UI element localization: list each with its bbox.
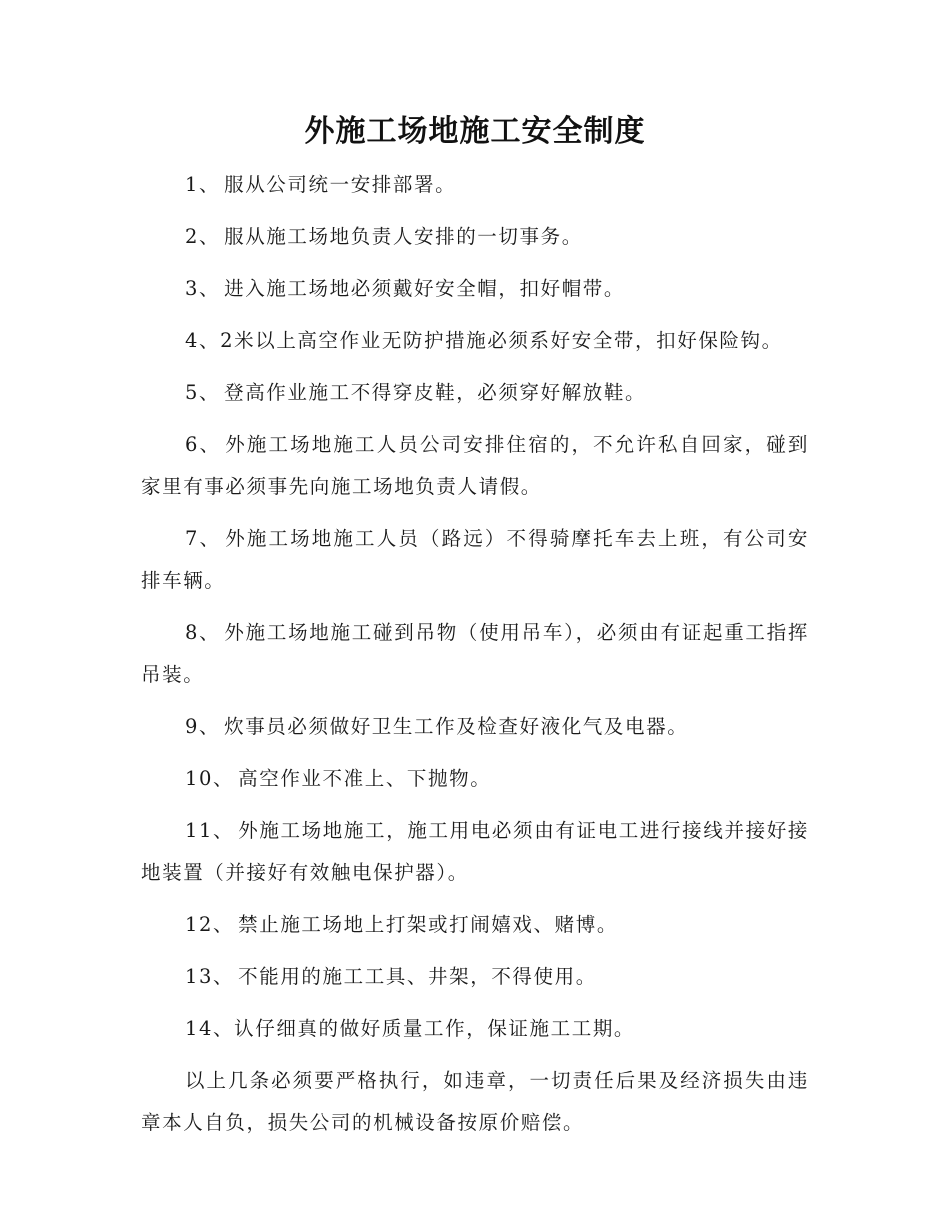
rule-number: 3、: [185, 277, 221, 300]
rule-text: 炊事员必须做好卫生工作及检查好液化气及电器。: [224, 715, 689, 738]
rule-number: 2、: [185, 225, 221, 248]
rule-item-6: [141, 424, 809, 508]
rule-number: 7、: [185, 527, 222, 550]
rule-number: 5、: [185, 381, 221, 404]
rule-item-3: [141, 268, 809, 310]
rule-text: 外施工场地施工人员（路远）不得骑摩托车去上班，有公司安排车辆。: [141, 527, 810, 592]
rule-text: 外施工场地施工人员公司安排住宿的，不允许私自回家，碰到家里有事必须事先向施工场地负责人请假。: [141, 433, 810, 498]
rule-number: 1、: [185, 173, 221, 196]
rule-text: 外施工场地施工，施工用电必须由有证电工进行接线并接好接地装置（并接好有效触电保护器）。: [141, 819, 809, 884]
rule-number: 14、: [185, 1017, 235, 1040]
rule-number: 12、: [185, 913, 235, 936]
rule-item-8: [141, 612, 809, 696]
rule-text: 禁止施工场地上打架或打闹嬉戏、赌博。: [238, 913, 618, 936]
rule-item-7: [141, 518, 809, 602]
rule-text: 认仔细真的做好质量工作，保证施工工期。: [234, 1017, 636, 1040]
rule-text: 外施工场地施工碰到吊物（使用吊车），必须由有证起重工指挥吊装。: [141, 621, 809, 686]
rule-item-13: [141, 956, 809, 998]
rule-item-9: [141, 706, 809, 748]
rule-number: 4、: [185, 329, 221, 352]
rule-text: 2米以上高空作业无防护措施必须系好安全带，扣好保险钩。: [220, 329, 783, 352]
rule-item-4: [141, 320, 809, 362]
rule-item-2: [141, 216, 809, 258]
document-title: 外施工场地施工安全制度: [304, 114, 646, 149]
rule-item-14: [141, 1008, 809, 1050]
rule-item-11: [141, 810, 809, 894]
rule-text: 不能用的施工工具、井架，不得使用。: [238, 965, 597, 988]
closing-paragraph: 以上几条必须要严格执行，如违章，一切责任后果及经济损失由违章本人自负，损失公司的机械设备按原价赔偿。: [141, 1069, 809, 1134]
rule-text: 高空作业不准上、下抛物。: [238, 767, 492, 790]
rule-item-5: [141, 372, 809, 414]
rule-text: 进入施工场地必须戴好安全帽，扣好帽带。: [224, 277, 626, 300]
rule-item-10: [141, 758, 809, 800]
rule-text: 服从公司统一安排部署。: [224, 173, 457, 196]
rule-text: 服从施工场地负责人安排的一切事务。: [224, 225, 583, 248]
rule-item-12: [141, 904, 809, 946]
rules-list: [141, 164, 809, 1154]
rule-number: 13、: [185, 965, 235, 988]
rule-item-1: [141, 164, 809, 206]
rule-number: 9、: [185, 715, 221, 738]
rule-text: 登高作业施工不得穿皮鞋，必须穿好解放鞋。: [224, 381, 647, 404]
rule-number: 6、: [185, 433, 222, 456]
rule-number: 11、: [185, 819, 235, 842]
rule-number: 10、: [185, 767, 235, 790]
rule-number: 8、: [185, 621, 221, 644]
